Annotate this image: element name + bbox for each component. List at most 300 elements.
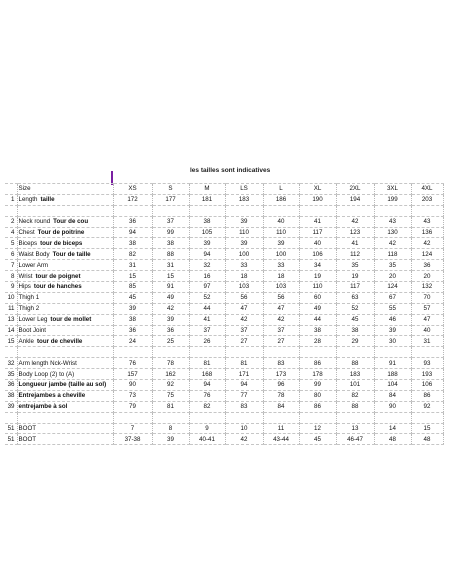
measurement-value: 88 [152, 249, 189, 260]
measurement-value: 86 [299, 401, 336, 412]
measurement-value: 117 [336, 282, 374, 293]
measurement-name: Entrejambes a cheville [18, 392, 86, 400]
measurement-value: 42 [225, 314, 263, 325]
empty-cell [411, 347, 443, 358]
empty-cell [374, 347, 411, 358]
measurement-row [5, 216, 443, 227]
measurement-value: 79 [113, 401, 152, 412]
size-header: XS [113, 184, 152, 195]
measurement-value: 38 [113, 238, 152, 249]
measurement-value: 94 [189, 249, 225, 260]
spacer-row [5, 205, 443, 216]
measurement-value: 47 [225, 303, 263, 314]
measurement-value: 27 [225, 336, 263, 347]
row-index: 4 [5, 227, 17, 238]
measurement-label [17, 282, 113, 293]
measurement-value: 52 [336, 303, 374, 314]
measurement-value: 20 [411, 271, 443, 282]
measurement-label [17, 238, 113, 249]
measurement-value: 39 [374, 325, 411, 336]
measurement-row [5, 401, 443, 412]
measurement-value: 110 [263, 227, 299, 238]
measurement-value: 103 [225, 282, 263, 293]
measurement-value: 43 [374, 216, 411, 227]
row-index: 38 [5, 390, 17, 401]
measurement-label [17, 303, 113, 314]
measurement-value: 157 [113, 369, 152, 380]
measurement-name-fr: tour de poignet [35, 272, 81, 280]
measurement-row [5, 336, 443, 347]
measurement-value: 12 [299, 423, 336, 434]
measurement-value: 124 [411, 249, 443, 260]
measurement-label [17, 292, 113, 303]
measurement-name-fr: tour de mollet [50, 316, 92, 324]
measurement-value: 18 [225, 271, 263, 282]
empty-cell [336, 205, 374, 216]
measurement-value: 93 [411, 358, 443, 369]
measurement-name: Lower Leg [18, 316, 48, 324]
measurement-value: 39 [152, 434, 189, 445]
measurement-value: 31 [411, 336, 443, 347]
measurement-value: 38 [336, 325, 374, 336]
measurement-value: 94 [189, 380, 225, 391]
measurement-name: Wrist [18, 272, 33, 280]
measurement-value: 11 [263, 423, 299, 434]
size-header: XL [299, 184, 336, 195]
measurement-value: 78 [263, 390, 299, 401]
measurement-value: 48 [411, 434, 443, 445]
measurement-value: 94 [113, 227, 152, 238]
row-index: 11 [5, 303, 17, 314]
row-index: 1 [5, 194, 17, 205]
measurement-name: Chest [18, 229, 35, 236]
measurement-row [5, 380, 443, 391]
measurement-value: 162 [152, 369, 189, 380]
measurement-value: 38 [113, 314, 152, 325]
measurement-row [5, 434, 443, 445]
measurement-value: 15 [152, 271, 189, 282]
measurement-name: Ankle [18, 337, 34, 345]
measurement-value: 82 [113, 249, 152, 260]
measurement-value: 105 [189, 227, 225, 238]
measurement-value: 46 [374, 314, 411, 325]
measurement-value: 96 [263, 380, 299, 391]
empty-cell [17, 205, 113, 216]
measurement-value: 63 [336, 292, 374, 303]
empty-cell [189, 205, 225, 216]
empty-cell [263, 347, 299, 358]
measurement-value: 39 [152, 314, 189, 325]
measurement-row [5, 314, 443, 325]
row-index: 14 [5, 325, 17, 336]
measurement-value: 183 [336, 369, 374, 380]
measurement-value: 32 [189, 260, 225, 271]
empty-cell [225, 347, 263, 358]
measurement-value: 94 [225, 380, 263, 391]
measurement-value: 91 [152, 282, 189, 293]
measurement-value: 101 [336, 380, 374, 391]
size-header: M [189, 184, 225, 195]
measurement-value: 9 [189, 423, 225, 434]
empty-cell [374, 205, 411, 216]
measurement-value: 99 [152, 227, 189, 238]
measurement-value: 67 [374, 292, 411, 303]
measurement-value: 194 [336, 194, 374, 205]
measurement-value: 168 [189, 369, 225, 380]
measurement-value: 132 [411, 282, 443, 293]
measurement-value: 73 [113, 390, 152, 401]
measurement-value: 33 [225, 260, 263, 271]
measurement-value: 19 [336, 271, 374, 282]
measurement-value: 35 [336, 260, 374, 271]
measurement-value: 47 [411, 314, 443, 325]
row-index: 35 [5, 369, 17, 380]
measurement-value: 86 [299, 358, 336, 369]
measurement-value: 40-41 [189, 434, 225, 445]
header-row [5, 184, 443, 195]
measurement-row [5, 238, 443, 249]
empty-cell [336, 412, 374, 423]
empty-cell [5, 412, 17, 423]
measurement-value: 35 [374, 260, 411, 271]
measurement-value: 78 [152, 358, 189, 369]
measurement-value: 77 [225, 390, 263, 401]
measurement-name: Neck round [18, 218, 51, 226]
measurement-name: Thigh 2 [18, 305, 40, 313]
measurement-value: 49 [299, 303, 336, 314]
measurement-value: 38 [152, 238, 189, 249]
measurement-value: 100 [263, 249, 299, 260]
measurement-value: 190 [299, 194, 336, 205]
measurement-value: 85 [113, 282, 152, 293]
measurement-value: 110 [299, 282, 336, 293]
measurement-value: 29 [336, 336, 374, 347]
measurement-value: 31 [152, 260, 189, 271]
measurement-value: 37 [152, 216, 189, 227]
measurement-label [17, 434, 113, 445]
measurement-label [17, 216, 113, 227]
empty-cell [113, 347, 152, 358]
measurement-name-fr: tour de biceps [40, 239, 83, 247]
measurement-value: 37 [225, 325, 263, 336]
measurement-value: 136 [411, 227, 443, 238]
row-index: 6 [5, 249, 17, 260]
measurement-name: BOOT [18, 425, 37, 433]
measurement-value: 41 [189, 314, 225, 325]
row-index: 7 [5, 260, 17, 271]
measurement-value: 171 [225, 369, 263, 380]
measurement-value: 42 [225, 434, 263, 445]
measurement-name: Body Loop (2) to (A) [18, 370, 75, 378]
measurement-name-fr: taille [40, 196, 55, 204]
measurement-value: 38 [189, 216, 225, 227]
measurement-value: 52 [189, 292, 225, 303]
measurement-value: 92 [152, 380, 189, 391]
measurement-name: entrejambe à sol [18, 403, 68, 411]
measurement-value: 19 [299, 271, 336, 282]
measurement-row [5, 369, 443, 380]
measurement-value: 34 [299, 260, 336, 271]
measurement-value: 27 [263, 336, 299, 347]
empty-cell [411, 205, 443, 216]
measurement-value: 10 [225, 423, 263, 434]
measurement-value: 38 [299, 325, 336, 336]
row-index: 9 [5, 282, 17, 293]
measurement-row [5, 303, 443, 314]
measurement-name: Waist Body [18, 250, 50, 258]
measurement-value: 37-38 [113, 434, 152, 445]
row-index: 32 [5, 358, 17, 369]
measurement-name: Length [18, 196, 38, 204]
measurement-value: 41 [336, 238, 374, 249]
measurement-value: 8 [152, 423, 189, 434]
measurement-value: 40 [263, 216, 299, 227]
measurement-value: 86 [411, 390, 443, 401]
measurement-name: Biceps [18, 239, 38, 247]
measurement-value: 37 [189, 325, 225, 336]
measurement-value: 42 [263, 314, 299, 325]
size-header: L [263, 184, 299, 195]
measurement-value: 99 [299, 380, 336, 391]
measurement-value: 45 [299, 434, 336, 445]
size-header: S [152, 184, 189, 195]
measurement-value: 55 [374, 303, 411, 314]
measurement-name-fr: tour de cheville [36, 337, 83, 345]
measurement-value: 103 [263, 282, 299, 293]
measurement-value: 178 [299, 369, 336, 380]
measurement-value: 18 [263, 271, 299, 282]
row-index: 2 [5, 216, 17, 227]
empty-cell [152, 347, 189, 358]
row-index: 8 [5, 271, 17, 282]
measurement-value: 84 [263, 401, 299, 412]
measurement-name-fr: Tour de poitrine [37, 229, 85, 236]
measurement-value: 39 [263, 238, 299, 249]
measurement-value: 37 [263, 325, 299, 336]
measurement-value: 177 [152, 194, 189, 205]
measurement-value: 117 [299, 227, 336, 238]
empty-cell [263, 205, 299, 216]
measurement-value: 90 [374, 401, 411, 412]
measurement-value: 28 [299, 336, 336, 347]
size-header: LS [225, 184, 263, 195]
measurement-value: 20 [374, 271, 411, 282]
measurement-value: 188 [374, 369, 411, 380]
row-index: 13 [5, 314, 17, 325]
measurement-value: 88 [336, 401, 374, 412]
measurement-label [17, 314, 113, 325]
measurement-value: 36 [152, 325, 189, 336]
measurement-row [5, 227, 443, 238]
measurement-row [5, 423, 443, 434]
empty-cell [189, 347, 225, 358]
measurement-label [17, 423, 113, 434]
empty-cell [263, 412, 299, 423]
measurement-value: 118 [374, 249, 411, 260]
measurement-label [17, 380, 113, 391]
measurement-value: 70 [411, 292, 443, 303]
measurement-value: 25 [152, 336, 189, 347]
row-index: 39 [5, 401, 17, 412]
measurement-label [17, 390, 113, 401]
measurement-value: 31 [113, 260, 152, 271]
empty-cell [152, 205, 189, 216]
measurement-value: 42 [152, 303, 189, 314]
empty-cell [113, 412, 152, 423]
measurement-value: 24 [113, 336, 152, 347]
measurement-value: 106 [299, 249, 336, 260]
measurement-value: 81 [152, 401, 189, 412]
measurement-name-fr: tour de hanches [33, 283, 82, 291]
measurement-name: Thigh 1 [18, 294, 40, 302]
row-index: 10 [5, 292, 17, 303]
row-index: 36 [5, 380, 17, 391]
measurement-name: Lower Arm [18, 261, 49, 269]
measurement-value: 82 [336, 390, 374, 401]
measurement-value: 40 [299, 238, 336, 249]
measurement-value: 104 [374, 380, 411, 391]
empty-cell [411, 412, 443, 423]
empty-cell [152, 412, 189, 423]
measurement-name: Hips [18, 283, 31, 291]
table-title: les tailles sont indicatives [190, 167, 271, 174]
measurement-value: 45 [336, 314, 374, 325]
measurement-value: 92 [411, 401, 443, 412]
measurement-name: BOOT [18, 435, 37, 443]
measurement-value: 36 [113, 216, 152, 227]
measurement-value: 42 [336, 216, 374, 227]
size-header: 2XL [336, 184, 374, 195]
measurement-value: 100 [225, 249, 263, 260]
size-chart-table [5, 183, 444, 445]
empty-cell [17, 347, 113, 358]
measurement-row [5, 194, 443, 205]
measurement-value: 45 [113, 292, 152, 303]
measurement-value: 110 [225, 227, 263, 238]
empty-cell [336, 347, 374, 358]
empty-cell [225, 412, 263, 423]
measurement-value: 40 [411, 325, 443, 336]
measurement-label [17, 194, 113, 205]
measurement-name: Longueur jambe (taille au sol) [18, 381, 107, 389]
measurement-value: 46-47 [336, 434, 374, 445]
measurement-value: 203 [411, 194, 443, 205]
empty-cell [113, 205, 152, 216]
row-index: 5 [5, 238, 17, 249]
empty-cell [17, 412, 113, 423]
measurement-value: 57 [411, 303, 443, 314]
measurement-value: 106 [411, 380, 443, 391]
measurement-value: 81 [225, 358, 263, 369]
measurement-label [17, 358, 113, 369]
measurement-value: 193 [411, 369, 443, 380]
measurement-row [5, 358, 443, 369]
measurement-value: 33 [263, 260, 299, 271]
row-index: 51 [5, 423, 17, 434]
empty-cell [299, 412, 336, 423]
measurement-value: 130 [374, 227, 411, 238]
measurement-name-fr: Tour de taille [52, 250, 91, 258]
measurement-value: 48 [374, 434, 411, 445]
measurement-value: 47 [263, 303, 299, 314]
measurement-label [17, 369, 113, 380]
measurement-label [17, 325, 113, 336]
size-header: 4XL [411, 184, 443, 195]
empty-cell [225, 205, 263, 216]
measurement-value: 39 [113, 303, 152, 314]
measurement-value: 15 [113, 271, 152, 282]
measurement-value: 16 [189, 271, 225, 282]
measurement-row [5, 325, 443, 336]
measurement-value: 43 [411, 216, 443, 227]
measurement-value: 41 [299, 216, 336, 227]
measurement-value: 36 [411, 260, 443, 271]
row-index: 15 [5, 336, 17, 347]
measurement-value: 76 [113, 358, 152, 369]
empty-cell [374, 412, 411, 423]
measurement-row [5, 390, 443, 401]
measurement-value: 83 [263, 358, 299, 369]
measurement-row [5, 282, 443, 293]
spacer-row [5, 412, 443, 423]
measurement-value: 36 [113, 325, 152, 336]
measurement-label [17, 227, 113, 238]
measurement-value: 186 [263, 194, 299, 205]
measurement-value: 30 [374, 336, 411, 347]
measurement-value: 13 [336, 423, 374, 434]
measurement-label [17, 271, 113, 282]
measurement-value: 49 [152, 292, 189, 303]
measurement-name: Arm length Nck-Wrist [18, 359, 77, 367]
measurement-value: 60 [299, 292, 336, 303]
measurement-value: 181 [189, 194, 225, 205]
measurement-value: 97 [189, 282, 225, 293]
measurement-row [5, 271, 443, 282]
measurement-value: 90 [113, 380, 152, 391]
measurement-value: 81 [189, 358, 225, 369]
empty-cell [299, 347, 336, 358]
measurement-value: 112 [336, 249, 374, 260]
measurement-value: 173 [263, 369, 299, 380]
measurement-label [17, 336, 113, 347]
measurement-value: 42 [374, 238, 411, 249]
measurement-value: 43-44 [263, 434, 299, 445]
measurement-value: 123 [336, 227, 374, 238]
measurement-value: 124 [374, 282, 411, 293]
measurement-value: 199 [374, 194, 411, 205]
empty-cell [5, 347, 17, 358]
measurement-value: 183 [225, 194, 263, 205]
measurement-label [17, 401, 113, 412]
measurement-value: 75 [152, 390, 189, 401]
measurement-value: 42 [411, 238, 443, 249]
size-label-header: Size [17, 184, 113, 195]
measurement-value: 39 [225, 216, 263, 227]
measurement-value: 44 [189, 303, 225, 314]
size-header: 3XL [374, 184, 411, 195]
measurement-row [5, 292, 443, 303]
measurement-label [17, 260, 113, 271]
measurement-value: 39 [225, 238, 263, 249]
measurement-value: 83 [225, 401, 263, 412]
measurement-value: 15 [411, 423, 443, 434]
empty-cell [299, 205, 336, 216]
measurement-value: 172 [113, 194, 152, 205]
measurement-value: 44 [299, 314, 336, 325]
measurement-value: 39 [189, 238, 225, 249]
measurement-value: 7 [113, 423, 152, 434]
measurement-name: Boot Joint [18, 327, 47, 335]
